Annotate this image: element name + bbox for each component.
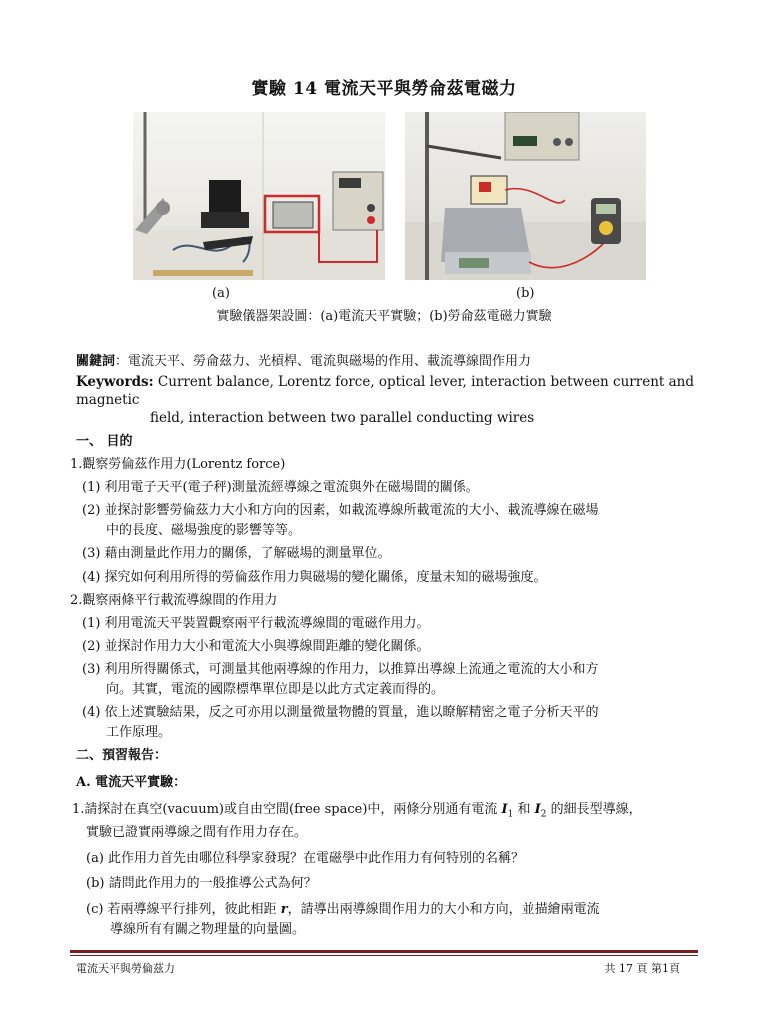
keywords-english	[76, 373, 706, 427]
purpose-item-2: 2.觀察兩條平行載流導線間的作用力	[70, 593, 278, 608]
prelab-question-1c-pre: (c) 若兩導線平行排列，彼此相距	[86, 902, 281, 917]
keywords-chinese-text: ：電流天平、勞侖茲力、光槓桿、電流與磁場的作用、載流導線間作用力	[115, 354, 532, 369]
keywords-chinese	[76, 350, 531, 369]
keywords-chinese-label: 關鍵詞	[76, 354, 116, 369]
purpose-item-1-4: (4) 探究如何利用所得的勞倫茲作用力與磁場的變化關係，度量未知的磁場強度。	[82, 570, 547, 585]
purpose-item-1-1: (1) 利用電子天平(電子秤)測量流經導線之電流與外在磁場間的關係。	[82, 480, 479, 495]
purpose-item-2-1: (1) 利用電流天平裝置觀察兩平行載流導線間的電磁作用力。	[82, 616, 430, 631]
prelab-question-1-post: 的細長型導線，	[546, 802, 642, 817]
section-heading-purpose: 一、 目的	[76, 434, 133, 449]
purpose-item-1: 1.觀察勞倫茲作用力(Lorentz force)	[70, 457, 286, 472]
keywords-english-line2: field, interaction between two parallel conducting wires	[150, 410, 535, 426]
current-i1-subscript: 1	[507, 809, 514, 820]
prelab-question-1b: (b) 請問此作用力的一般推導公式為何？	[86, 876, 317, 891]
subsection-heading-current-balance: A. 電流天平實驗：	[76, 775, 187, 790]
footer-document-title: 電流天平與勞倫茲力	[76, 962, 175, 975]
purpose-item-1-2: (2) 並探討影響勞倫茲力大小和方向的因素，如載流導線所載電流的大小、載流導線在磁場	[82, 503, 599, 518]
figure-caption: 實驗儀器架設圖：(a)電流天平實驗；(b)勞侖茲電磁力實驗	[216, 309, 552, 324]
purpose-item-2-3: (3) 利用所得關係式，可測量其他兩導線的作用力，以推算出導線上流通之電流的大小和方	[82, 662, 599, 677]
current-i2-subscript: 2	[540, 809, 547, 820]
purpose-item-2-4: (4) 依上述實驗結果，反之可亦用以測量微量物體的質量，進以瞭解精密之電子分析天平的	[82, 705, 599, 720]
footer-page-number: 共 17 頁 第1頁	[604, 962, 680, 975]
purpose-item-2-3-cont: 向。其實，電流的國際標準單位即是以此方式定義而得的。	[106, 682, 445, 697]
prelab-question-1-pre: 1.請探討在真空(vacuum)或自由空間(free space)中，兩條分別通有電流	[72, 802, 502, 817]
distance-r-symbol: r	[280, 902, 288, 917]
photo-a-illustration	[133, 112, 385, 280]
prelab-question-1c-post: ，請導出兩導線間作用力的大小和方向，並描繪兩電流	[287, 902, 600, 917]
purpose-item-1-3: (3) 藉由測量此作用力的關係，了解磁場的測量單位。	[82, 546, 391, 561]
current-i1-symbol: I	[501, 802, 508, 817]
photo-current-balance-setup	[133, 112, 385, 280]
figure-label-a: (a)	[212, 286, 230, 301]
purpose-item-2-4-cont: 工作原理。	[106, 725, 172, 740]
prelab-question-1c-cont: 導線所有有關之物理量的向量圖。	[110, 922, 306, 937]
section-heading-prelab: 二、預習報告：	[76, 748, 168, 763]
keywords-english-line1: Current balance, Lorentz force, optical lever, interaction between current and magnetic	[76, 374, 694, 408]
page-title: 實驗 14 電流天平與勞侖茲電磁力	[251, 79, 517, 99]
keywords-english-label: Keywords:	[76, 374, 154, 390]
purpose-item-2-2: (2) 並探討作用力大小和電流大小與導線間距離的變化關係。	[82, 639, 430, 654]
prelab-question-1-mid: 和	[513, 802, 535, 817]
prelab-question-1c	[86, 898, 600, 917]
prelab-question-1-cont: 實驗已證實兩導線之間有作用力存在。	[86, 825, 308, 840]
purpose-item-1-2-cont: 中的長度、磁場強度的影響等等。	[106, 523, 302, 538]
footer-divider-thin	[70, 955, 698, 956]
photo-lorentz-force-setup	[405, 112, 646, 280]
current-i2-symbol: I	[534, 802, 541, 817]
prelab-question-1	[72, 798, 642, 820]
prelab-question-1a: (a) 此作用力首先由哪位科學家發現？在電磁學中此作用力有何特別的名稱？	[86, 851, 525, 866]
footer-divider-thick	[70, 950, 698, 953]
photo-b-illustration	[405, 112, 646, 280]
figure-label-b: (b)	[516, 286, 535, 301]
